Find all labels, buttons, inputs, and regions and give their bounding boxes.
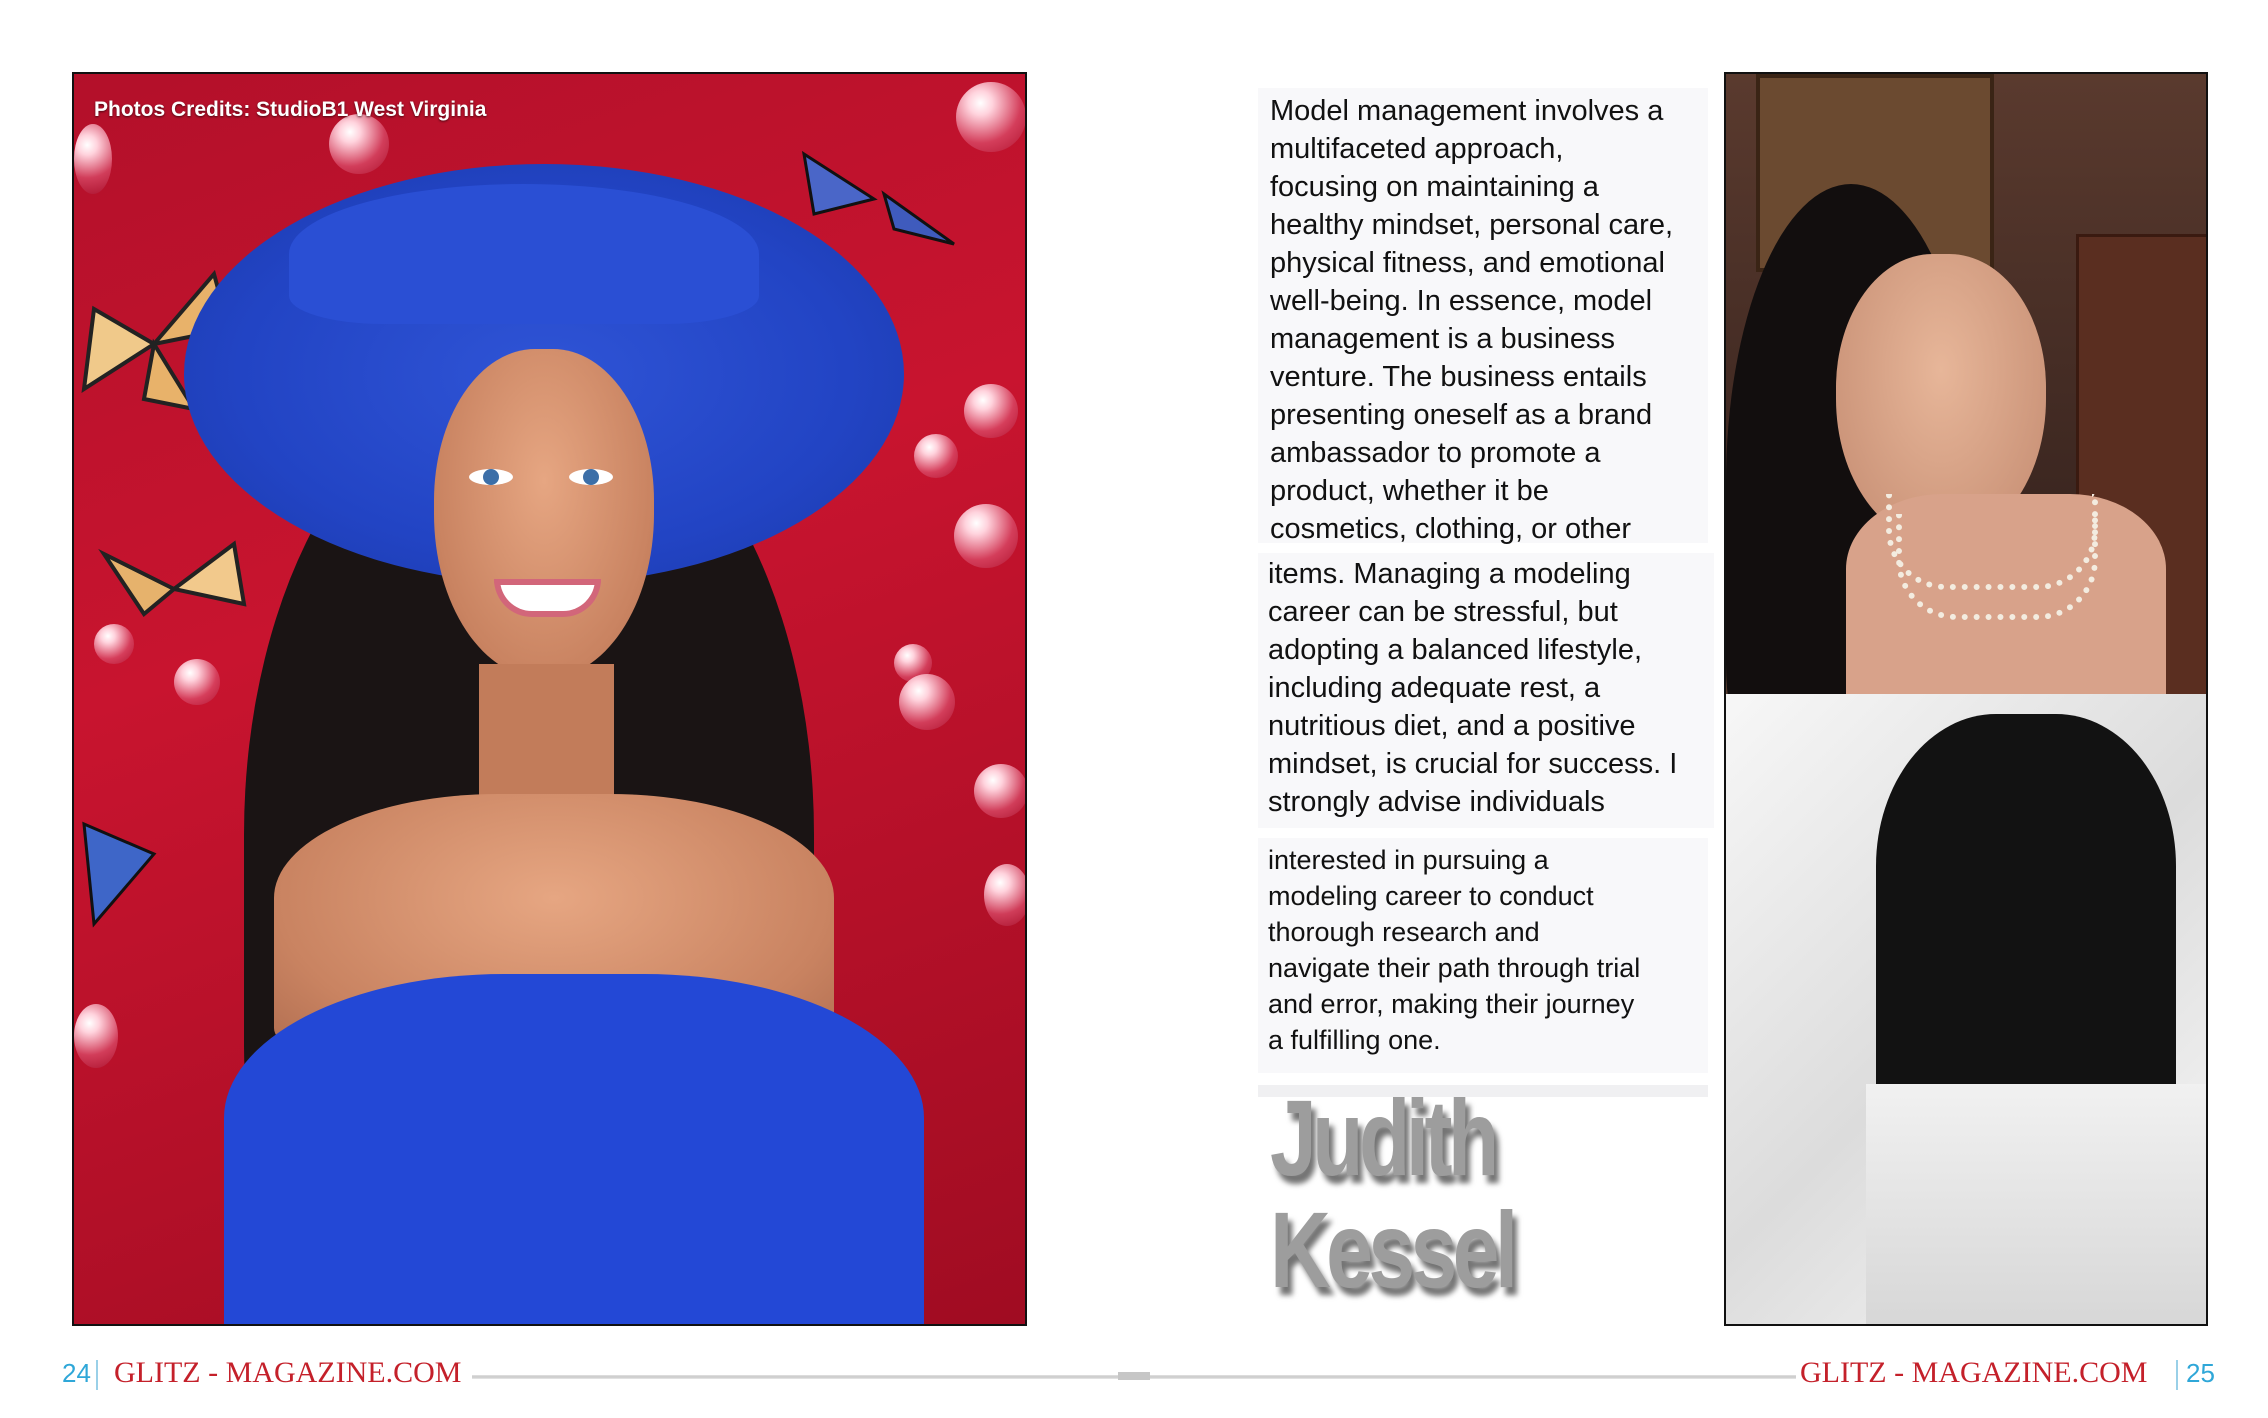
article-text: Model management involves a multifaceted approach, focusing on maintaining a healthy mindset, personal care, physical fitness, and emotional well-being. In essence, model management is a business venture. The business entails presenting oneself as a brand ambassador to promote a product, whether it be cosmetics, clothing, or other (1270, 95, 1673, 545)
bubble (974, 764, 1027, 818)
page-number-left: 24 (62, 1358, 91, 1388)
white-skirt (1866, 1084, 2208, 1326)
right-portrait-photo (1724, 72, 2208, 1326)
bubble (74, 124, 112, 194)
page-number-right: 25 (2186, 1358, 2215, 1388)
article-paragraph-1 (1258, 88, 1708, 543)
bubble (329, 114, 389, 174)
site-name-right: GLITZ - MAGAZINE.COM (1800, 1356, 2148, 1389)
bubble (954, 504, 1018, 568)
eye (469, 469, 513, 485)
model-last-name: Kessel (1270, 1189, 1514, 1310)
article-paragraph-2 (1258, 553, 1714, 828)
black-corset (1876, 714, 2176, 1094)
blue-lace-dress (224, 974, 924, 1326)
butterfly-icon (794, 144, 964, 254)
pearl-necklace (1896, 514, 2098, 620)
photo-credit: Photos Credits: StudioB1 West Virginia (94, 98, 487, 121)
bubble (956, 82, 1026, 152)
site-name-left: GLITZ - MAGAZINE.COM (114, 1356, 462, 1389)
butterfly-icon (84, 534, 254, 644)
left-portrait-photo (72, 72, 1027, 1326)
divider (2176, 1360, 2178, 1390)
divider (96, 1360, 98, 1390)
bubble (964, 384, 1018, 438)
footer-rule-marker (1118, 1372, 1150, 1380)
butterfly-icon (74, 814, 164, 934)
page-footer (0, 1356, 2268, 1396)
bubble (899, 674, 955, 730)
article-text: interested in pursuing a modeling career to conduct thorough research and navigate their path through trial and error, making their journey a fulfilling one. (1268, 845, 1641, 1055)
article-paragraph-3 (1258, 838, 1708, 1073)
model-first-name: Judith (1270, 1077, 1495, 1198)
hat-crown (289, 184, 759, 324)
bubble (174, 659, 220, 705)
bubble (914, 434, 958, 478)
bubble (984, 864, 1027, 926)
eye (569, 469, 613, 485)
model-name (1270, 1077, 1514, 1310)
face (434, 349, 654, 679)
bubble (74, 1004, 118, 1068)
article-text: items. Managing a modeling career can be stressful, but adopting a balanced lifestyle, including adequate rest, a nutritious diet, and a positive mindset, is crucial for success. I strongly advise individuals (1268, 558, 1678, 818)
